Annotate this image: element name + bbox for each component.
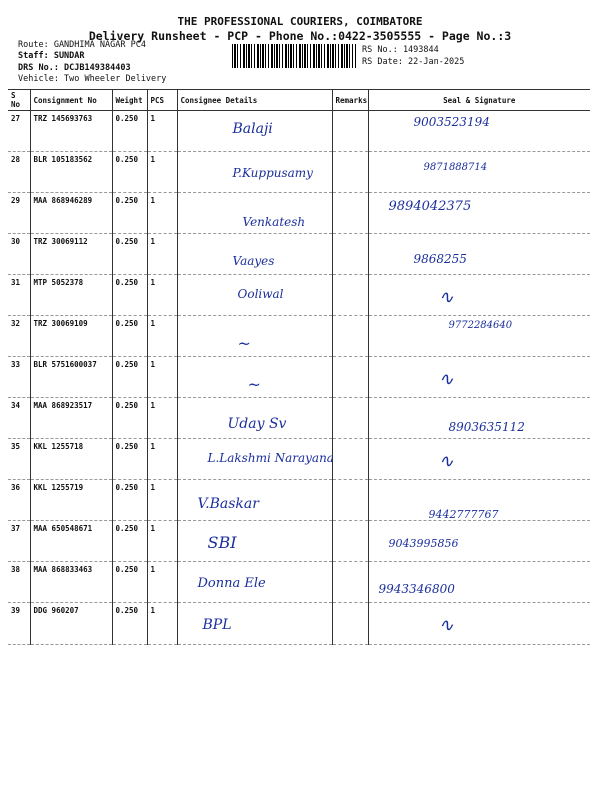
consignee-details-cell [177, 439, 332, 480]
serial-number-cell: 31 [8, 275, 30, 316]
column-header: Consignment No [30, 90, 112, 111]
consignee-details-cell [177, 357, 332, 398]
consignment-number-cell: MAA 868833463 [30, 562, 112, 603]
consignment-number-cell: DDG 960207 [30, 603, 112, 645]
table-row [8, 521, 590, 562]
consignee-details-cell [177, 275, 332, 316]
consignment-number-cell: TRZ 145693763 [30, 111, 112, 152]
table-row [8, 357, 590, 398]
consignee-details-cell [177, 521, 332, 562]
consignee-details-cell [177, 316, 332, 357]
serial-number-cell: 34 [8, 398, 30, 439]
runsheet-title: Delivery Runsheet - PCP - Phone No.:0422-3505555 - Page No.:3 [88, 29, 512, 43]
consignee-details-cell [177, 562, 332, 603]
seal-signature-cell [368, 562, 590, 603]
company-title: THE PROFESSIONAL COURIERS, COIMBATORE [177, 15, 423, 28]
remarks-cell [332, 398, 368, 439]
signature-scribble: ∿ [438, 287, 454, 308]
weight-cell: 0.250 [112, 357, 147, 398]
weight-cell: 0.250 [112, 562, 147, 603]
column-header: Consignee Details [177, 90, 332, 111]
pieces-cell: 1 [147, 111, 177, 152]
pieces-cell: 1 [147, 275, 177, 316]
consignee-handwriting: Venkatesh [242, 215, 306, 229]
pieces-cell: 1 [147, 357, 177, 398]
column-header: Weight [112, 90, 147, 111]
weight-cell: 0.250 [112, 275, 147, 316]
remarks-cell [332, 193, 368, 234]
serial-number-cell: 36 [8, 480, 30, 521]
vehicle-text: Vehicle: Two Wheeler Delivery [18, 74, 167, 84]
table-row [8, 439, 590, 480]
pieces-cell: 1 [147, 603, 177, 645]
table-row [8, 316, 590, 357]
consignee-details-cell [177, 234, 332, 275]
seal-signature-cell [368, 275, 590, 316]
serial-number-cell: 32 [8, 316, 30, 357]
consignee-handwriting: Ooliwal [237, 287, 284, 301]
serial-number-cell: 29 [8, 193, 30, 234]
pieces-cell: 1 [147, 234, 177, 275]
consignee-handwriting: Balaji [232, 121, 273, 137]
consignee-details-cell [177, 193, 332, 234]
seal-signature-cell [368, 152, 590, 193]
seal-signature-cell [368, 439, 590, 480]
seal-signature-cell [368, 234, 590, 275]
remarks-cell [332, 521, 368, 562]
consignment-number-cell: KKL 1255718 [30, 439, 112, 480]
pieces-cell: 1 [147, 439, 177, 480]
consignee-handwriting: BPL [202, 617, 232, 633]
seal-signature-cell [368, 357, 590, 398]
pieces-cell: 1 [147, 562, 177, 603]
remarks-cell [332, 439, 368, 480]
table-row [8, 152, 590, 193]
drs-number: DRS No.: DCJB149384403 [18, 63, 131, 73]
signature-scribble: ∿ [438, 451, 454, 472]
serial-number-cell: 30 [8, 234, 30, 275]
consignee-handwriting: Donna Ele [197, 576, 266, 591]
seal-signature-cell [368, 480, 590, 521]
remarks-cell [332, 480, 368, 521]
signature-handwriting: 9003523194 [413, 115, 490, 129]
pieces-cell: 1 [147, 193, 177, 234]
weight-cell: 0.250 [112, 439, 147, 480]
table-row [8, 111, 590, 152]
pieces-cell: 1 [147, 398, 177, 439]
column-header: PCS [147, 90, 177, 111]
seal-signature-cell [368, 193, 590, 234]
staff-text: Staff: SUNDAR [18, 51, 85, 61]
consignee-handwriting: Vaayes [232, 254, 275, 268]
consignment-number-cell: BLR 5751600037 [30, 357, 112, 398]
consignment-number-cell: BLR 105183562 [30, 152, 112, 193]
consignee-handwriting: P.Kuppusamy [232, 166, 313, 180]
weight-cell: 0.250 [112, 234, 147, 275]
pieces-cell: 1 [147, 521, 177, 562]
column-header: Seal & Signature [368, 90, 590, 111]
signature-handwriting: 9894042375 [388, 199, 472, 214]
consignee-handwriting: L.Lakshmi Narayana [207, 451, 334, 465]
seal-signature-cell [368, 398, 590, 439]
pieces-cell: 1 [147, 152, 177, 193]
weight-cell: 0.250 [112, 193, 147, 234]
consignee-details-cell [177, 603, 332, 645]
table-row [8, 193, 590, 234]
seal-signature-cell [368, 603, 590, 645]
serial-number-cell: 35 [8, 439, 30, 480]
scribble-mark: ~ [237, 334, 251, 353]
serial-number-cell: 37 [8, 521, 30, 562]
consignee-details-cell [177, 480, 332, 521]
pieces-cell: 1 [147, 480, 177, 521]
remarks-cell [332, 316, 368, 357]
table-row [8, 603, 590, 645]
signature-scribble: ∿ [438, 369, 454, 390]
consignment-number-cell: MAA 868946289 [30, 193, 112, 234]
consignee-details-cell [177, 398, 332, 439]
consignment-number-cell: TRZ 30069112 [30, 234, 112, 275]
signature-handwriting: 8903635112 [448, 420, 525, 434]
signature-handwriting: 9442777767 [428, 508, 499, 521]
weight-cell: 0.250 [112, 603, 147, 645]
signature-handwriting: 9043995856 [388, 537, 459, 550]
remarks-cell [332, 234, 368, 275]
pieces-cell: 1 [147, 316, 177, 357]
route-text: Route: GANDHIMA NAGAR PC4 [18, 40, 146, 50]
weight-cell: 0.250 [112, 521, 147, 562]
weight-cell: 0.250 [112, 316, 147, 357]
column-header: Remarks [332, 90, 368, 111]
consignee-handwriting: V.Baskar [197, 496, 259, 512]
serial-number-cell: 28 [8, 152, 30, 193]
table-row [8, 398, 590, 439]
serial-number-cell: 27 [8, 111, 30, 152]
signature-handwriting: 9871888714 [423, 162, 488, 173]
remarks-cell [332, 603, 368, 645]
consignment-number-cell: MAA 868923517 [30, 398, 112, 439]
weight-cell: 0.250 [112, 152, 147, 193]
consignee-details-cell [177, 152, 332, 193]
rs-number: RS No.: 1493844 [362, 45, 439, 55]
seal-signature-cell [368, 111, 590, 152]
signature-scribble: ∿ [438, 615, 454, 636]
consignee-handwriting: SBI [207, 533, 237, 552]
remarks-cell [332, 357, 368, 398]
weight-cell: 0.250 [112, 480, 147, 521]
runsheet-table [8, 89, 590, 645]
consignment-number-cell: TRZ 30069109 [30, 316, 112, 357]
consignee-handwriting: Uday Sv [227, 416, 287, 432]
table-row [8, 562, 590, 603]
scribble-mark: ~ [247, 375, 261, 394]
serial-number-cell: 38 [8, 562, 30, 603]
table-row [8, 234, 590, 275]
remarks-cell [332, 111, 368, 152]
seal-signature-cell [368, 316, 590, 357]
barcode [232, 44, 356, 68]
consignment-number-cell: MTP 5052378 [30, 275, 112, 316]
signature-handwriting: 9868255 [413, 252, 467, 266]
remarks-cell [332, 275, 368, 316]
rs-date: RS Date: 22-Jan-2025 [362, 57, 465, 67]
consignee-details-cell [177, 111, 332, 152]
serial-number-cell: 39 [8, 603, 30, 645]
consignment-number-cell: KKL 1255719 [30, 480, 112, 521]
consignment-number-cell: MAA 650548671 [30, 521, 112, 562]
remarks-cell [332, 152, 368, 193]
table-row [8, 275, 590, 316]
remarks-cell [332, 562, 368, 603]
table-header-row [8, 90, 590, 111]
column-header: S No [8, 90, 30, 111]
serial-number-cell: 33 [8, 357, 30, 398]
signature-handwriting: 9772284640 [448, 320, 513, 331]
weight-cell: 0.250 [112, 111, 147, 152]
seal-signature-cell [368, 521, 590, 562]
signature-handwriting: 9943346800 [378, 582, 455, 596]
weight-cell: 0.250 [112, 398, 147, 439]
table-row [8, 480, 590, 521]
